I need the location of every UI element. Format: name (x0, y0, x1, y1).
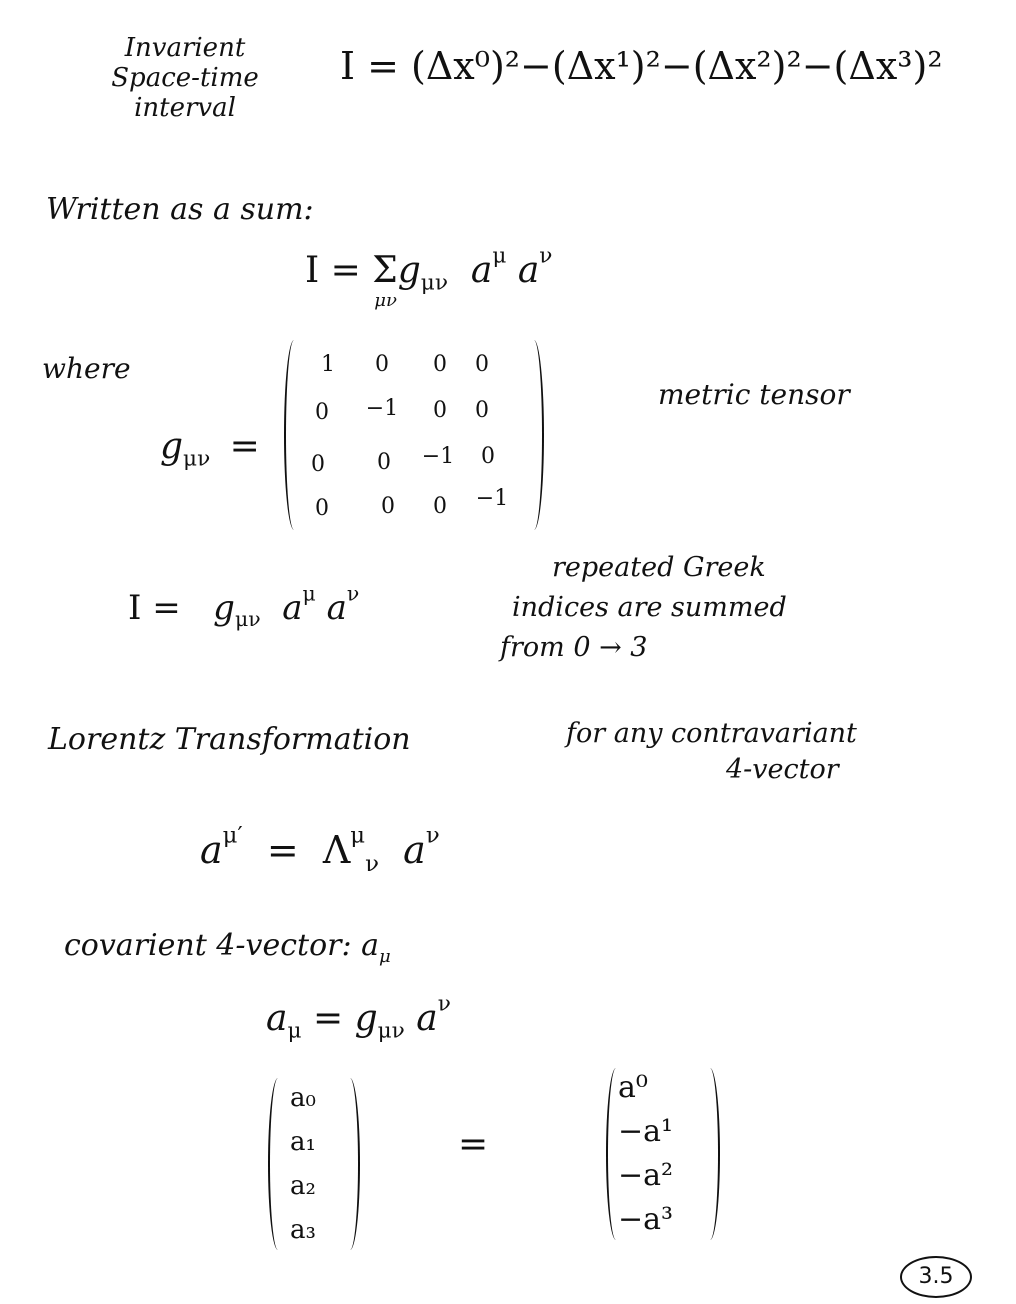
covariant-equals: = (312, 998, 344, 1039)
left-vector-entry: a₁ (290, 1127, 316, 1157)
sigma-subscript: μν (374, 290, 397, 311)
left-vector-entry: a₂ (290, 1171, 316, 1201)
sum-a1: a (470, 250, 493, 291)
right-vector-entry: −a³ (618, 1202, 674, 1237)
metric-cell: 0 (315, 400, 329, 425)
vector-equals: = (458, 1124, 489, 1165)
metric-cell: 0 (315, 496, 329, 521)
interval-term-1: −(Δx¹)² (520, 44, 661, 88)
covariant-g-subscript: μν (377, 1018, 405, 1044)
covariant-heading-symbol: a (361, 928, 380, 963)
einstein-a2: a (326, 588, 347, 628)
einstein-a2-superscript: ν (346, 581, 360, 606)
right-vector (618, 1066, 673, 1242)
left-vector-entry: a₀ (290, 1083, 316, 1113)
covariant-lhs: a (266, 998, 288, 1039)
metric-equals: = (229, 426, 260, 467)
interval-label-line-1: Invarient (124, 33, 246, 63)
where-label: where (42, 352, 131, 385)
lorentz-rhs-superscript: ν (425, 822, 440, 849)
lorentz-lhs-superscript: μ′ (222, 822, 243, 849)
lorentz-lhs: a (200, 828, 223, 872)
metric-cell: 0 (475, 398, 489, 423)
lambda-subscript: ν (365, 850, 379, 877)
sum-lhs: I = (305, 250, 361, 291)
interval-term-2: −(Δx²)² (660, 44, 802, 88)
left-vector-right-paren (340, 1078, 360, 1250)
metric-cell: 0 (311, 452, 325, 477)
left-vector-entry: a₃ (290, 1215, 316, 1245)
covariant-equation (266, 991, 451, 1044)
covariant-rhs-superscript: ν (437, 991, 451, 1017)
metric-lhs (160, 426, 260, 472)
right-vector-entry: −a¹ (618, 1114, 674, 1149)
einstein-a1: a (282, 588, 303, 628)
einstein-note-line-2: indices are summed (512, 592, 787, 623)
lambda-superscript: μ (350, 822, 366, 849)
sum-heading: Written as a sum: (46, 192, 314, 227)
right-vector-entry: a⁰ (618, 1070, 648, 1105)
lorentz-equals: = (266, 828, 299, 872)
interval-label (70, 34, 300, 124)
sum-g: g (397, 250, 421, 291)
lorentz-note-line-1: for any contravariant (566, 718, 857, 749)
lorentz-note (566, 716, 857, 788)
metric-cell: 0 (475, 352, 489, 377)
page-number: 3.5 (900, 1256, 972, 1298)
metric-cell: 0 (433, 494, 447, 519)
sigma-symbol: Σ (372, 250, 398, 291)
interval-lhs: I = (340, 44, 399, 88)
metric-right-paren (524, 340, 544, 530)
interval-term-0: (Δx⁰)² (411, 44, 521, 88)
covariant-heading-subscript: μ (379, 946, 391, 967)
right-vector-right-paren (700, 1068, 720, 1240)
lambda-symbol: Λ (322, 828, 351, 872)
interval-term-3: −(Δx³)² (801, 44, 943, 88)
metric-cell: −1 (365, 396, 399, 421)
sum-equation (305, 243, 553, 311)
metric-tensor-note: metric tensor (658, 378, 850, 411)
sum-g-subscript: μν (420, 270, 448, 296)
einstein-g-subscript: μν (234, 607, 261, 632)
metric-cell: 1 (321, 352, 335, 377)
einstein-lhs: I = (128, 588, 181, 628)
einstein-note-line-1: repeated Greek (552, 552, 766, 583)
einstein-g: g (213, 588, 235, 628)
einstein-equation (128, 581, 360, 632)
metric-cell: 0 (433, 398, 447, 423)
lorentz-equation (200, 822, 440, 877)
right-vector-entry: −a² (618, 1158, 674, 1193)
metric-cell: −1 (421, 444, 455, 469)
covariant-rhs: a (416, 998, 438, 1039)
einstein-note (500, 548, 787, 668)
einstein-a1-superscript: μ (302, 581, 316, 606)
metric-cell: 0 (481, 444, 495, 469)
lorentz-note-line-2: 4-vector (726, 754, 839, 785)
metric-cell: −1 (475, 486, 509, 511)
metric-cell: 0 (377, 450, 391, 475)
sum-a2: a (517, 250, 540, 291)
covariant-lhs-subscript: μ (287, 1018, 302, 1044)
covariant-heading-text: covarient 4-vector: (64, 928, 352, 963)
left-vector-left-paren (268, 1078, 288, 1250)
metric-cell: 0 (433, 352, 447, 377)
einstein-note-line-3: from 0 → 3 (500, 632, 648, 663)
sum-a2-superscript: ν (539, 243, 553, 269)
interval-label-line-2: Space-time (111, 62, 259, 93)
covariant-g: g (354, 998, 378, 1039)
lorentz-heading: Lorentz Transformation (48, 722, 411, 757)
metric-g: g (160, 426, 184, 467)
covariant-heading (64, 928, 391, 967)
metric-g-subscript: μν (183, 446, 211, 472)
metric-cell: 0 (375, 352, 389, 377)
metric-cell: 0 (381, 494, 395, 519)
interval-label-line-3: interval (134, 92, 236, 123)
lorentz-rhs: a (403, 828, 426, 872)
interval-equation (340, 44, 943, 88)
sum-a1-superscript: μ (492, 243, 507, 269)
left-vector (290, 1076, 316, 1252)
